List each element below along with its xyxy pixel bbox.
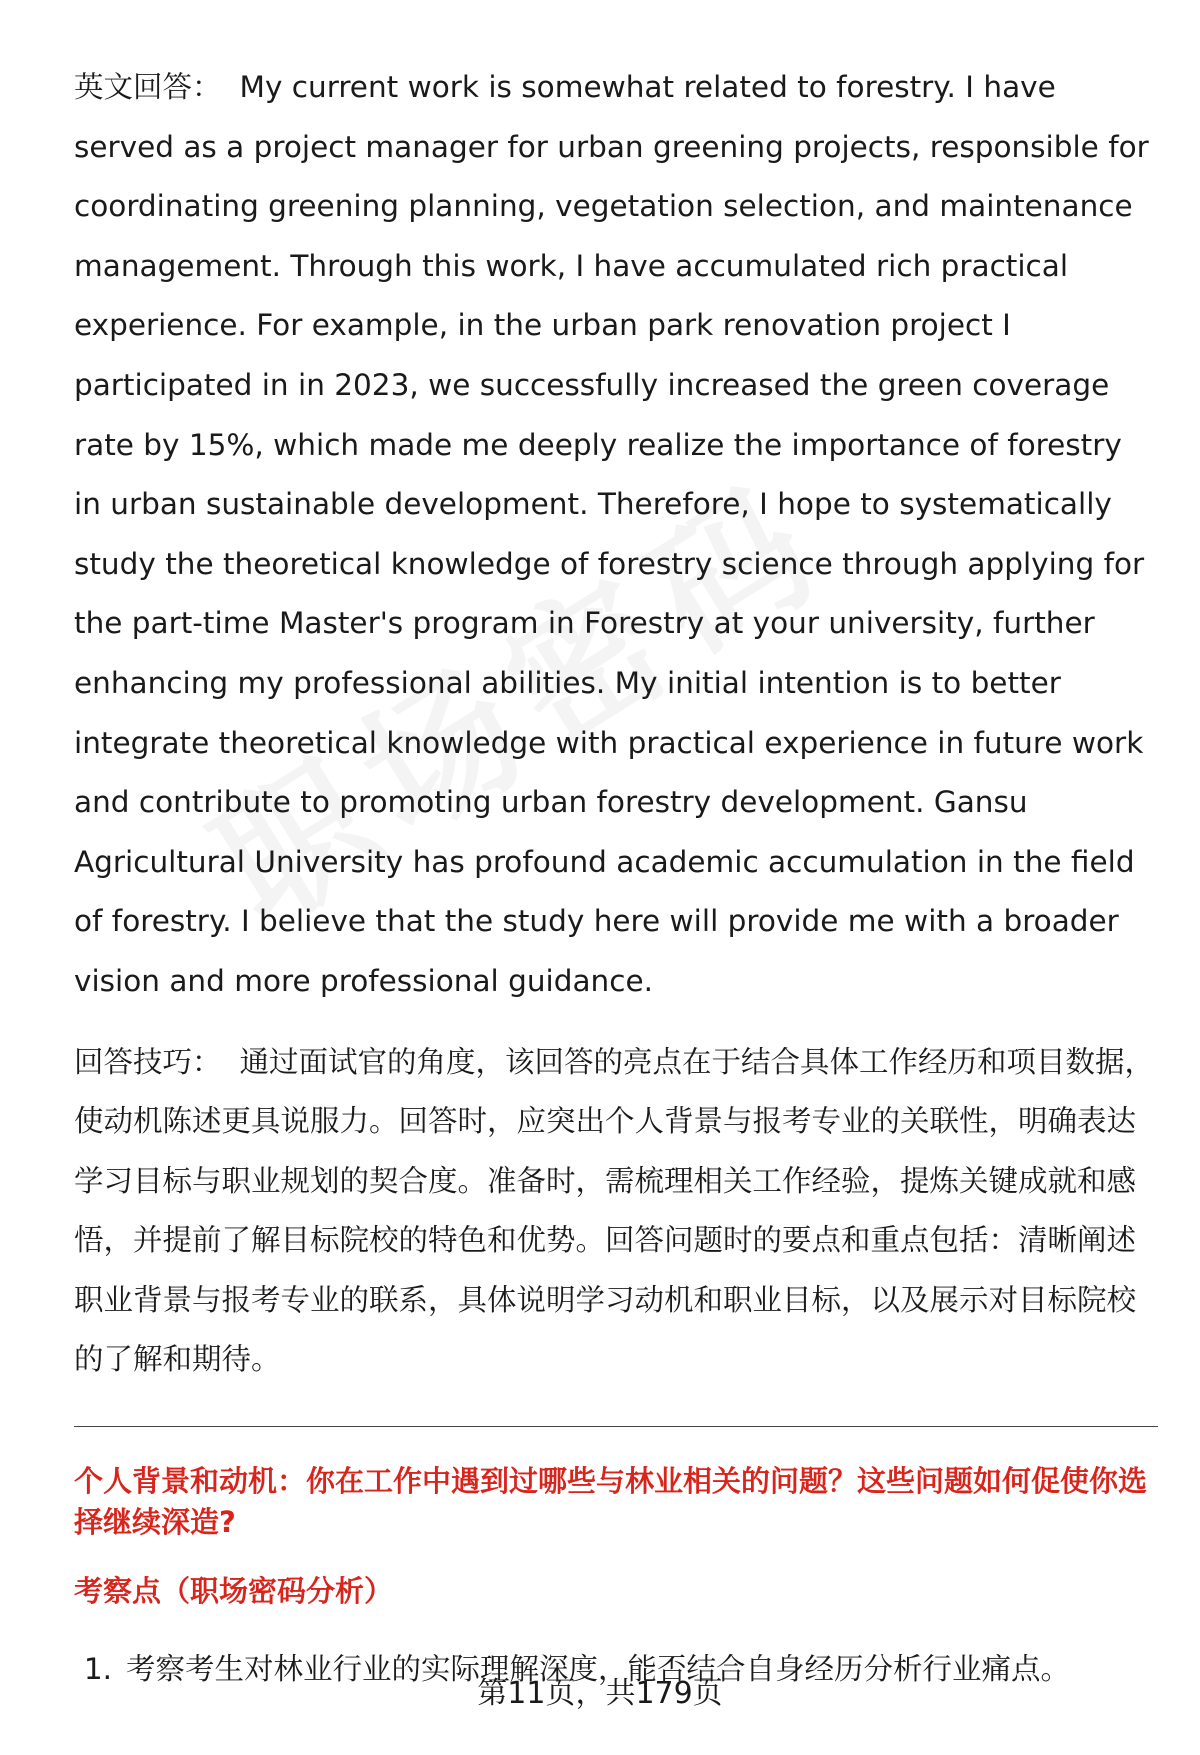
document-page (74, 58, 1158, 1690)
list-item-number: 1. (83, 1652, 112, 1687)
page-number: 第11页，共179页 (477, 1676, 723, 1711)
list-item-text: 考察考生对林业行业的实际理解深度，能否结合自身经历分析行业痛点。 (126, 1652, 1071, 1687)
question-heading: 个人背景和动机：你在工作中遇到过哪些与林业相关的问题？这些问题如何促使你选择继续深造? (74, 1464, 1148, 1540)
english-answer-text: My current work is somewhat related to forestry. I have served as a project manager for urban greening projects, responsible for coordinating greening planning, vegetation selection, and maintenance management. Through this work, I have accumulated rich practical experience. For example, in the urban park renovation project I participated in in 2023, we successfully increased the green coverage rate by 15%, which made me deeply realize the importance of forestry in urban sustainable development. Therefore, I hope to systematically study the theoretical knowledge of forestry science through applying for the part-time Master's program in Forestry at your university, further enhancing my professional abilities. My initial intention is to better integrate theoretical knowledge with practical experience in future work and contribute to promoting urban forestry development. Gansu Agricultural University has profound academic accumulation in the field of forestry. I believe that the study here will provide me with a broader vision and more professional guidance. (74, 70, 1149, 998)
assessment-points-heading: 考察点（职场密码分析） (74, 1574, 394, 1609)
answer-tips-text: 通过面试官的角度，该回答的亮点在于结合具体工作经历和项目数据，使动机陈述更具说服力。回答时，应突出个人背景与报考专业的关联性，明确表达学习目标与职业规划的契合度。准备时，需梳理相关工作经验，提炼关键成就和感悟，并提前了解目标院校的特色和优势。回答问题时的要点和重点包括：清晰阐述职业背景与报考专业的联系，具体说明学习动机和职业目标，以及展示对目标院校的了解和期待。 (74, 1044, 1155, 1377)
english-answer-paragraph (74, 58, 1158, 1012)
answer-tips-paragraph (74, 1033, 1158, 1391)
answer-tips-label: 回答技巧： (74, 1044, 222, 1079)
english-answer-label: 英文回答： (74, 70, 222, 104)
section-divider (74, 1426, 1158, 1427)
